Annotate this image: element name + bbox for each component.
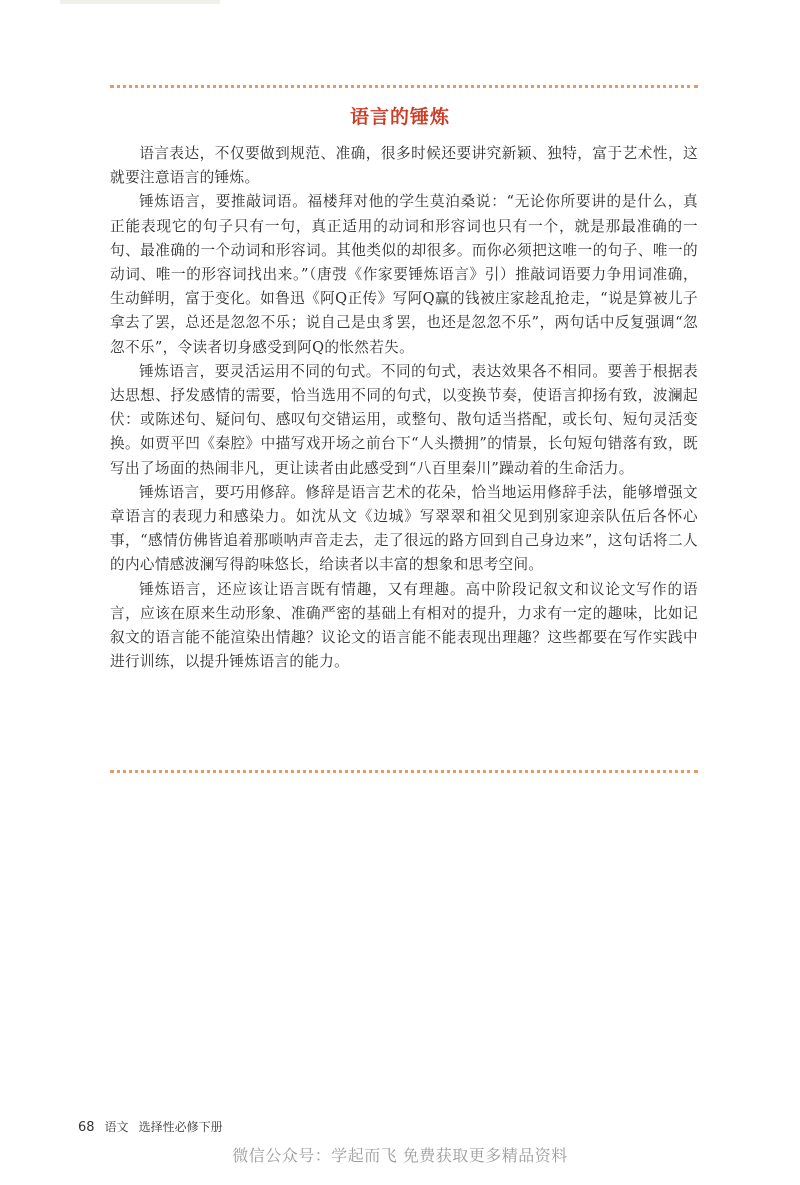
- paragraph-rhetoric: 锤炼语言，要巧用修辞。修辞是语言艺术的花朵，恰当地运用修辞手法，能够增强文章语言的表现力和感染力。如沈从文《边城》写翠翠和祖父见到别家迎亲队伍后各怀心事，“感情仿佛皆追着那唢呐声音走去，走了很远的路方回到自己身边来”，这句话将二人的内心情感波澜写得韵味悠长，给读者以丰富的想象和思考空间。: [110, 483, 698, 574]
- page-number: 68: [78, 1120, 95, 1135]
- paragraph-sentence-patterns: 锤炼语言，要灵活运用不同的句式。不同的句式，表达效果各不相同。要善于根据表达思想、抒发感情的需要，恰当选用不同的句式，以变换节奏，使语言抑扬有致，波澜起伏：或陈述句、疑问句、感叹句交错运用，或整句、散句适当搭配，或长句、短句灵活变换。如贾平凹《秦腔》中描写戏开场之前台下“人头攒拥”的情景，长句短句错落有致，既写出了场面的热闹非凡，更让读者由此感受到“八百里秦川”躁动着的生命活力。: [110, 362, 698, 477]
- paragraph-interest: 锤炼语言，还应该让语言既有情趣，又有理趣。高中阶段记叙文和议论文写作的语言，应该在原来生动形象、准确严密的基础上有相对的提升，力求有一定的趣味，比如记叙文的语言能不能渲染出情趣？议论文的语言能不能表现出理趣？这些都要在写作实践中进行训练，以提升锤炼语言的能力。: [110, 580, 698, 671]
- article-title: 语言的锤炼: [349, 106, 450, 128]
- book-volume: 选择性必修下册: [138, 1120, 223, 1134]
- article-body: [110, 142, 698, 674]
- watermark-text: 微信公众号：学起而飞 免费获取更多精品资料: [232, 1146, 568, 1165]
- top-dotted-divider: [110, 85, 698, 88]
- paragraph-intro: 语言表达，不仅要做到规范、准确，很多时候还要讲究新颖、独特，富于艺术性，这就要注意语言的锤炼。: [110, 145, 698, 187]
- top-edge-strip: [60, 0, 220, 4]
- page-footer: [78, 1118, 223, 1135]
- subject-name: 语文: [104, 1120, 129, 1134]
- paragraph-word-choice: 锤炼语言，要推敲词语。福楼拜对他的学生莫泊桑说：“无论你所要讲的是什么，真正能表现它的句子只有一句，真正适用的动词和形容词也只有一个，就是那最准确的一句、最准确的一个动词和形容词。其他类似的却很多。而你必须把这唯一的句子、唯一的动词、唯一的形容词找出来。”（唐弢《作家要锤炼语言》引）推敲词语要力争用词准确，生动鲜明，富于变化。如鲁迅《阿Q正传》写阿Q赢的钱被庄家趁乱抢走，“说是算被儿子拿去了罢，总还是忽忽不乐；说自己是虫豸罢，也还是忽忽不乐”，两句话中反复强调“忽忽不乐”，令读者切身感受到阿Q的怅然若失。: [110, 193, 698, 356]
- bottom-dotted-divider: [110, 770, 698, 773]
